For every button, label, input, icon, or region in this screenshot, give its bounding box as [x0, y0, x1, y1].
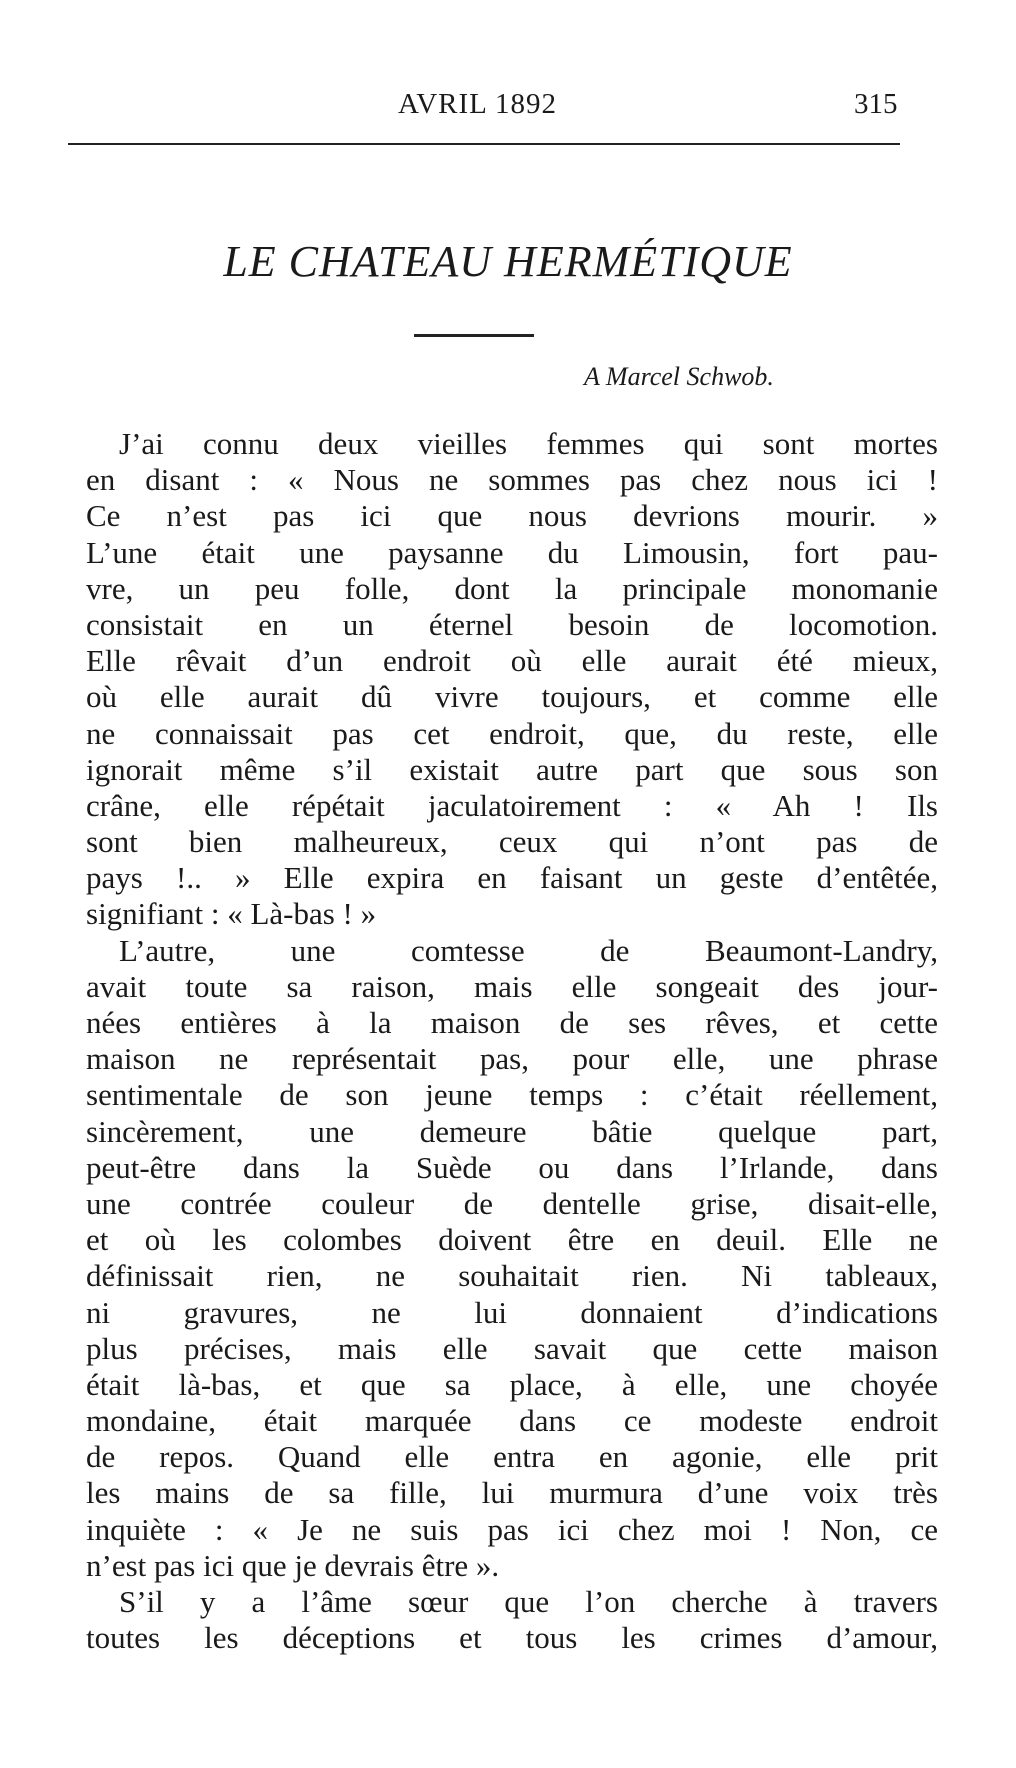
text-line: signifiant : « Là-bas ! » — [86, 896, 377, 932]
running-title: AVRIL 1892 — [398, 88, 558, 120]
text-line: pays !.. » Elle expira en faisant un geste d’entêtée, — [86, 860, 938, 896]
text-line: en disant : « Nous ne sommes pas chez nous ici ! — [86, 462, 938, 498]
body-text — [86, 426, 938, 1656]
text-line: nées entières à la maison de ses rêves, et cette — [86, 1005, 938, 1040]
text-line: définissait rien, ne souhaitait rien. Ni tableaux, — [86, 1258, 938, 1294]
text-line: ignorait même s’il existait autre part que sous son — [86, 751, 938, 787]
running-head — [68, 78, 900, 128]
text-line: sentimentale de son jeune temps : c’était réellement, — [86, 1077, 938, 1113]
text-line: ni gravures, ne lui donnaient d’indications — [86, 1294, 938, 1330]
text-line: consistait en un éternel besoin de locomotion. — [86, 606, 938, 642]
text-line: plus précises, mais elle savait que cette maison — [86, 1330, 938, 1366]
text-line: peut-être dans la Suède ou dans l’Irlande, dans — [86, 1149, 938, 1185]
page-number: 315 — [854, 88, 898, 120]
text-line: sincèrement, une demeure bâtie quelque part, — [86, 1113, 938, 1149]
text-line: de repos. Quand elle entra en agonie, elle prit — [86, 1439, 938, 1475]
text-line: était là-bas, et que sa place, à elle, une choyée — [86, 1366, 938, 1402]
text-line: S’il y a l’âme sœur que l’on cherche à travers — [119, 1584, 938, 1619]
text-line: vre, un peu folle, dont la principale monomanie — [86, 570, 938, 606]
text-line: inquiète : « Je ne suis pas ici chez moi ! Non, ce — [86, 1511, 938, 1547]
text-line: où elle aurait dû vivre toujours, et comme elle — [86, 679, 938, 715]
text-line: Elle rêvait d’un endroit où elle aurait été mieux, — [86, 643, 938, 679]
text-line: J’ai connu deux vieilles femmes qui sont mortes — [119, 426, 938, 461]
header-rule — [68, 143, 900, 145]
text-line: L’une était une paysanne du Limousin, fort pau- — [86, 534, 938, 570]
title-rule — [414, 334, 534, 337]
text-line: mondaine, était marquée dans ce modeste endroit — [86, 1403, 938, 1439]
text-line: avait toute sa raison, mais elle songeait des jour- — [86, 968, 938, 1004]
text-line: maison ne représentait pas, pour elle, une phrase — [86, 1041, 938, 1077]
text-line: Ce n’est pas ici que nous devrions mourir. » — [86, 498, 938, 534]
text-line: L’autre, une comtesse de Beaumont-Landry, — [119, 932, 938, 968]
text-line: les mains de sa fille, lui murmura d’une voix très — [86, 1475, 938, 1511]
text-line: toutes les déceptions et tous les crimes d’amour, — [86, 1620, 938, 1656]
article-title: LE CHATEAU HERMÉTIQUE — [223, 237, 793, 286]
text-line: ne connaissait pas cet endroit, que, du reste, elle — [86, 715, 938, 751]
dedication: A Marcel Schwob. — [584, 362, 774, 391]
text-line: sont bien malheureux, ceux qui n’ont pas de — [86, 824, 938, 860]
text-line: crâne, elle répétait jaculatoirement : « Ah ! Ils — [86, 787, 938, 823]
text-line: et où les colombes doivent être en deuil. Elle ne — [86, 1222, 938, 1258]
text-line: n’est pas ici que je devrais être ». — [86, 1547, 500, 1583]
text-line: une contrée couleur de dentelle grise, disait-elle, — [86, 1185, 938, 1221]
